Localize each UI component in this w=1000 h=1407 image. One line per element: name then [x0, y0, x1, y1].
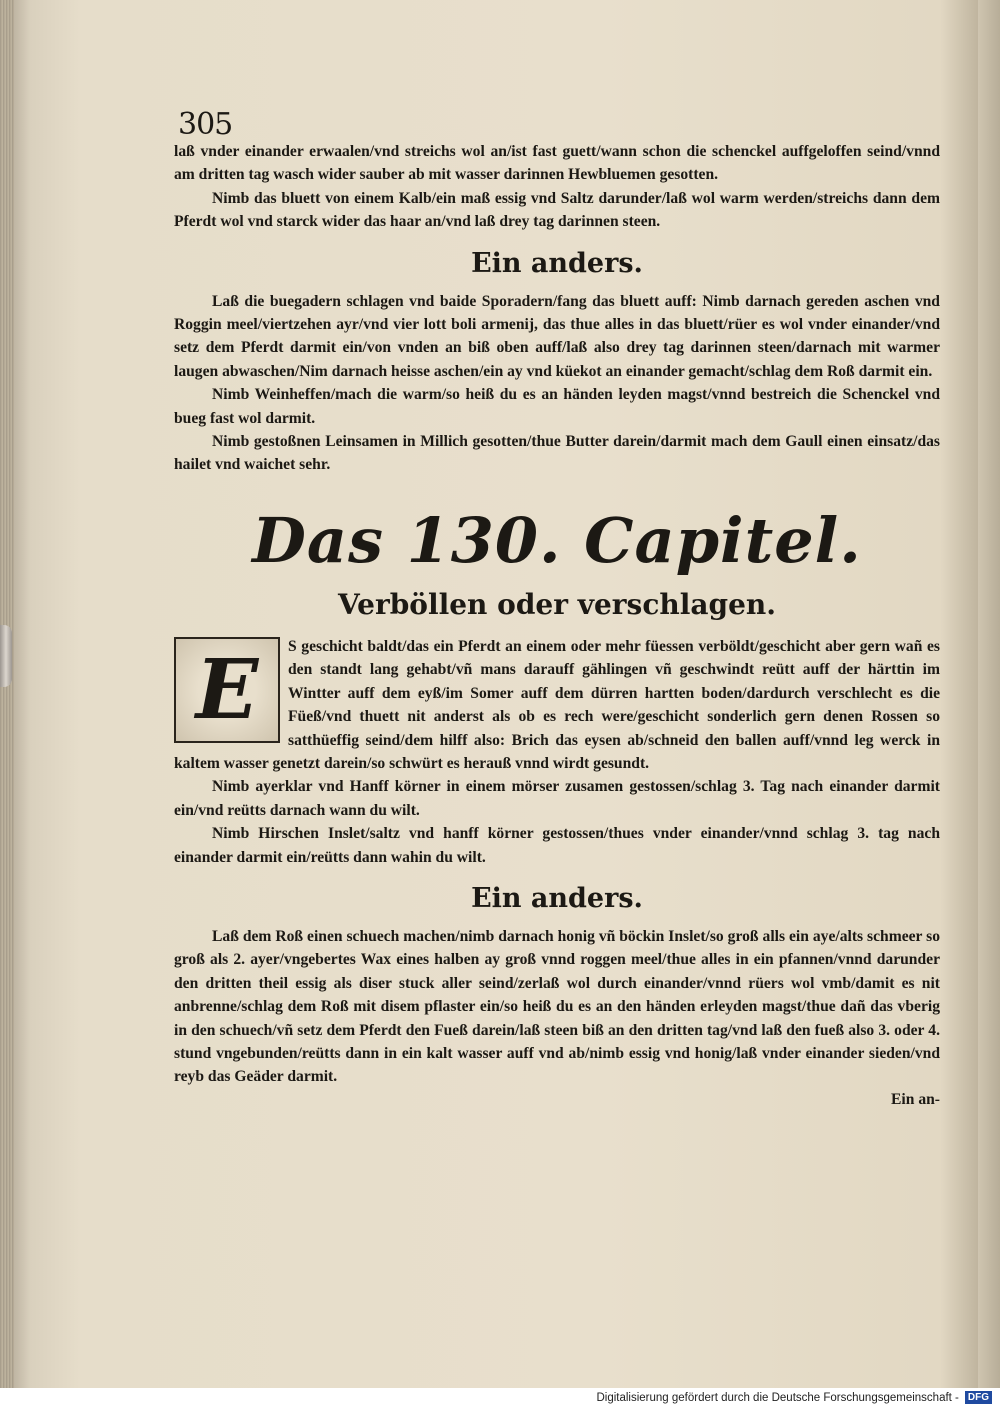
catchword: Ein an- [891, 1090, 940, 1108]
paragraph: Nimb Weinheffen/mach die warm/so heiß du es an händen leyden magst/vnnd bestreich die Schenckel vnd bueg fast wol darmit. [174, 386, 940, 427]
paragraph: S geschicht baldt/das ein Pferdt an einem oder mehr füessen verböldt/geschicht aber gern wañ es den standt lang gehabt/vñ mans darauff gählingen vñ geschwindt reütt auff der härttin im Wintter auff dem eyß/im Somer auff dem dürren hartten boden/dardurch verschlecht es die Füeß/vnd thuett nit anderst als ob es rech were/geschicht sonderlich gern denen Rossen so satthüeffig seind/dem hilff also: Brich das eysen ab/schneid den ballen auff/vnnd leg werck in kaltem wasser genetzt darein/so schwürt es herauß vnnd wirdt gesundt. [174, 637, 940, 772]
paragraph: Nimb das bluett von einem Kalb/ein maß essig vnd Saltz darunder/laß wol warm werden/streichs dann dem Pferdt wol vnd starck wider das haar an/vnd laß drey tag darinnen steen. [174, 189, 940, 231]
initial-letter: E [195, 641, 259, 738]
chapter-title: Das 130. Capitel. [252, 503, 862, 577]
footer-bar [0, 1388, 1000, 1407]
section-heading: Ein anders. [471, 247, 643, 279]
page-clip [0, 625, 12, 687]
next-page-edge [978, 0, 1000, 1388]
dfg-logo: DFG [965, 1391, 992, 1404]
paragraph: Nimb ayerklar vnd Hanff körner in einem mörser zusamen gestossen/schlag 3. Tag nach einander darmit ein/vnd reütts darnach wann du wilt. [174, 778, 940, 819]
section-heading: Ein anders. [471, 882, 643, 914]
decorated-initial [174, 637, 280, 743]
chapter-subtitle: Verböllen oder verschlagen. [337, 587, 777, 621]
paragraph: Nimb Hirschen Inslet/saltz vnd hanff körner gestossen/thues vnder einander/vnnd schlag 3. tag nach einander darmit ein/reütts dann wahin du wilt. [174, 825, 940, 866]
chapter-opening [174, 635, 940, 775]
page-content [174, 107, 940, 1109]
page-number: 305 [178, 107, 233, 142]
paragraph: Nimb gestoßnen Leinsamen in Millich gesotten/thue Butter darein/darmit mach dem Gaull einen einsatz/das hailet vnd waichet sehr. [174, 433, 940, 474]
paragraph: Laß die buegadern schlagen vnd baide Sporadern/fang das bluett auff: Nimb darnach gereden aschen vnd Roggin meel/viertzehen ayr/vnd vier lott boli armenij, das thue alles in das bluett/rüer es wol vnder einander/vnd setz dem Pferdt darmit ein/von vnden an biß oben auff/laß also drey tag darinnen steen/darnach mit warmer laugen abwaschen/Nim darnach heisse aschen/ein ay vnd küekot an einander gemacht/schlag dem Roß darmit ein. [174, 292, 940, 380]
page-edges [0, 0, 14, 1388]
paragraph: laß vnder einander erwaalen/vnd streichs wol an/ist fast guett/wann schon die schenckel auffgeloffen seind/vnnd am dritten tag wasch wider sauber ab mit wasser darinnen Hewbluemen gesotten. [174, 143, 940, 184]
paragraph: Laß dem Roß einen schuech machen/nimb darnach honig vñ böckin Inslet/so groß alls ein aye/alts schmeer so groß als 2. ayer/vngebertes Wax eines halben ay groß vnnd roggen meel/thue alles in ein pfannen/vnnd darunder den dritten theil essig als diser stuck aller seind/zerlaß wol durch einander/vnnd rüers wol vmb/damit es nit anbrenne/schlag dem Roß mit disem pflaster ein/so heiß du es an den händen erleyden magst/thue dañ das vberig in den schuech/vñ setz dem Pferdt den Fueß darein/laß steen biß an den dritten tag/vnd laß den fueß also 3. oder 4. stund vngebunden/reütts dann in ein kalt wasser auff vnd ab/nimb essig vnd honig/laß vnder einander sieden/vnd reyb das Geäder darmit. [174, 927, 940, 1086]
footer-text: Digitalisierung gefördert durch die Deutsche Forschungsgemeinschaft - [596, 1391, 959, 1404]
